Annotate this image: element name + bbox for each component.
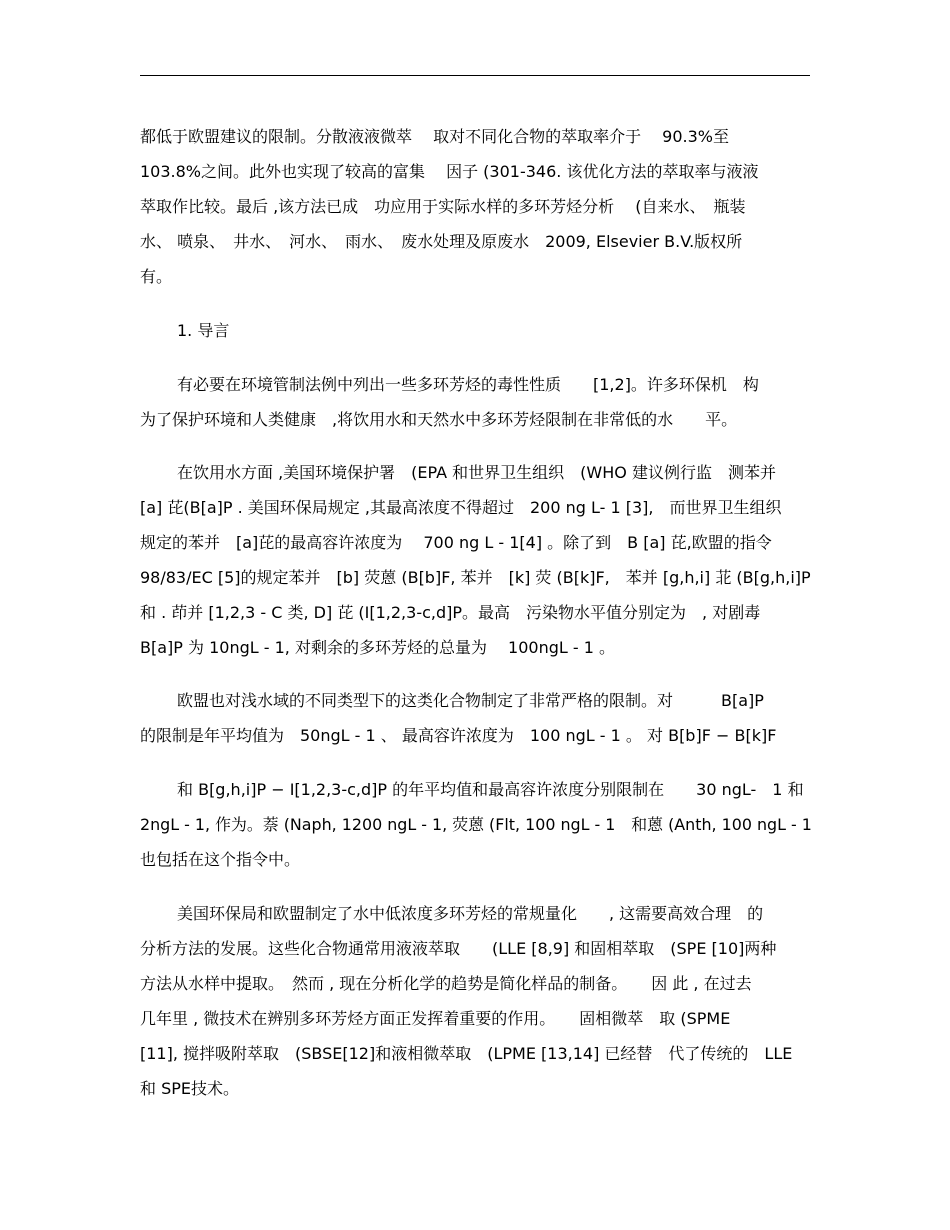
intro-p2-line-5: 和 . 茚并 [1,2,3 - C 类, D] 芘 (I[1,2,3-c,d]P。最高 污染物水平值分别定为 , 对剧毒: [140, 603, 761, 622]
intro-p3-line-1: 欧盟也对浅水域的不同类型下的这类化合物制定了非常严格的限制。对 B[a]P: [177, 691, 764, 710]
intro-p4-line-3: 也包括在这个指令中。: [140, 850, 301, 869]
abstract-line-2: 103.8%之间。此外也实现了较高的富集 因子 (301-346. 该优化方法的萃取率与液液: [140, 162, 759, 181]
abstract-line-4: 水、 喷泉、 井水、 河水、 雨水、 废水处理及原废水 2009, Elsevier B.V.版权所: [140, 232, 743, 251]
intro-p1-line-2: 为了保护环境和人类健康 ,将饮用水和天然水中多环芳烃限制在非常低的水 平。: [140, 410, 738, 429]
intro-p5-line-1: 美国环保局和欧盟制定了水中低浓度多环芳烃的常规量化 , 这需要高效合理 的: [177, 904, 764, 923]
intro-p2-line-1: 在饮用水方面 ,美国环境保护署 (EPA 和世界卫生组织 (WHO 建议例行监 测苯并: [177, 463, 776, 482]
intro-p4-line-2: 2ngL - 1, 作为。萘 (Naph, 1200 ngL - 1, 荧蒽 (Flt, 100 ngL - 1 和蒽 (Anth, 100 ngL - 1: [140, 815, 812, 834]
intro-p2-line-4: 98/83/EC [5]的规定苯并 [b] 荧蒽 (B[b]F, 苯并 [k] 荧 (B[k]F, 苯并 [g,h,i] 苝 (B[g,h,i]P: [140, 568, 811, 587]
intro-p2-line-3: 规定的苯并 [a]芘的最高容许浓度为 700 ng L - 1[4] 。除了到 B [a] 芘,欧盟的指令: [140, 533, 772, 552]
header-rule: [140, 75, 810, 76]
intro-p4-line-1: 和 B[g,h,i]P − I[1,2,3-c,d]P 的年平均值和最高容许浓度分别限制在 30 ngL- 1 和: [177, 780, 804, 799]
abstract-line-3: 萃取作比较。最后 ,该方法已成 功应用于实际水样的多环芳烃分析 (自来水、 瓶装: [140, 197, 746, 216]
abstract-line-5: 有。: [140, 267, 173, 286]
intro-p5-line-5: [11], 搅拌吸附萃取 (SBSE[12]和液相微萃取 (LPME [13,14] 已经替 代了传统的 LLE: [140, 1044, 793, 1063]
section-heading-introduction: 1. 导言: [177, 321, 230, 340]
intro-p5-line-2: 分析方法的发展。这些化合物通常用液液萃取 (LLE [8,9] 和固相萃取 (SPE [10]两种: [140, 939, 777, 958]
intro-p5-line-6: 和 SPE技术。: [140, 1079, 240, 1098]
abstract-line-1: 都低于欧盟建议的限制。分散液液微萃 取对不同化合物的萃取率介于 90.3%至: [140, 127, 730, 146]
intro-p2-line-6: B[a]P 为 10ngL - 1, 对剩余的多环芳烃的总量为 100ngL - 1 。: [140, 638, 616, 657]
intro-p5-line-4: 几年里 , 微技术在辨别多环芳烃方面正发挥着重要的作用。 固相微萃 取 (SPME: [140, 1009, 731, 1028]
intro-p3-line-2: 的限制是年平均值为 50ngL - 1 、 最高容许浓度为 100 ngL - 1 。 对 B[b]F − B[k]F: [140, 726, 777, 745]
intro-p5-line-3: 方法从水样中提取。 然而 , 现在分析化学的趋势是简化样品的制备。 因 此 , 在过去: [140, 974, 752, 993]
intro-p2-line-2: [a] 芘(B[a]P . 美国环保局规定 ,其最高浓度不得超过 200 ng L- 1 [3], 而世界卫生组织: [140, 498, 782, 517]
intro-p1-line-1: 有必要在环境管制法例中列出一些多环芳烃的毒性性质 [1,2]。许多环保机 构: [177, 375, 759, 394]
